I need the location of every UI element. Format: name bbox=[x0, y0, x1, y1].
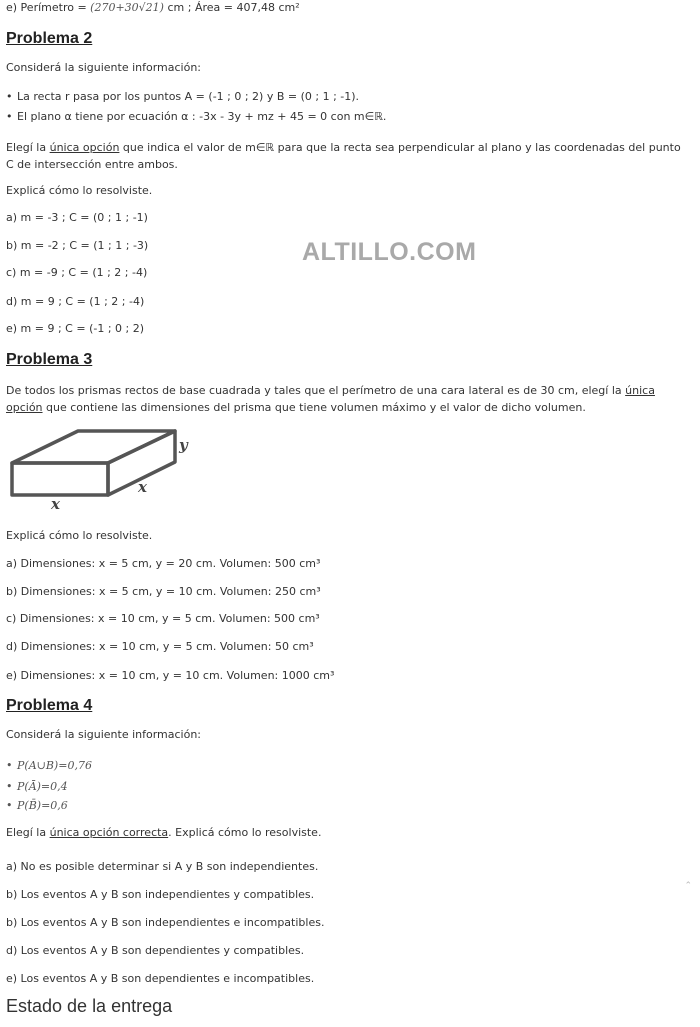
list-item: • La recta r pasa por los puntos A = (-1 ; 0 ; 2) y B = (0 ; 1 ; -1). bbox=[6, 90, 359, 104]
problema-2-question bbox=[6, 139, 688, 173]
answer-option: a) m = -3 ; C = (0 ; 1 ; -1) bbox=[6, 211, 148, 224]
question-post: que indica el valor de m∈ℝ para que la recta sea perpendicular al plano y las coordenadas del punto C de intersección entre ambos. bbox=[6, 141, 681, 171]
question-pre: Elegí la bbox=[6, 141, 50, 154]
problema-3-title: Problema 3 bbox=[6, 351, 93, 368]
answer-option: c) m = -9 ; C = (1 ; 2 ; -4) bbox=[6, 266, 148, 279]
answer-option: b) Los eventos A y B son independientes e incompatibles. bbox=[6, 916, 325, 929]
answer-option: e) Dimensiones: x = 10 cm, y = 10 cm. Volumen: 1000 cm³ bbox=[6, 669, 335, 682]
problema-4-intro: Considerá la siguiente información: bbox=[6, 728, 202, 741]
answer-option: d) Dimensiones: x = 10 cm, y = 5 cm. Volumen: 50 cm³ bbox=[6, 640, 314, 653]
prism-figure bbox=[0, 420, 200, 515]
question-emphasis: única opción correcta bbox=[49, 826, 169, 839]
previous-answer-line bbox=[6, 1, 300, 15]
perimeter-prefix: e) Perímetro = bbox=[6, 1, 91, 14]
question-emphasis: única opción bbox=[6, 384, 655, 414]
question-post: . Explicá cómo lo resolviste. bbox=[168, 826, 322, 839]
problema-4-question bbox=[6, 826, 321, 840]
chevron-up-icon[interactable]: ⌃ bbox=[684, 881, 692, 891]
prism-label-y: y bbox=[179, 436, 188, 454]
answer-option: a) No es posible determinar si A y B son independientes. bbox=[6, 860, 319, 873]
answer-option: c) Dimensiones: x = 10 cm, y = 5 cm. Volumen: 500 cm³ bbox=[6, 612, 320, 625]
answer-option: b) m = -2 ; C = (1 ; 1 ; -3) bbox=[6, 239, 149, 252]
problema-4-title: Problema 4 bbox=[6, 697, 93, 714]
perimeter-suffix: cm ; Área = 407,48 cm² bbox=[163, 1, 300, 14]
question-pre: Elegí la bbox=[6, 826, 50, 839]
problema-3-question bbox=[6, 382, 688, 416]
problema-2-intro: Considerá la siguiente información: bbox=[6, 61, 202, 74]
submission-status-heading: Estado de la entrega bbox=[6, 996, 173, 1016]
list-item: • P(B̄)=0,6 bbox=[6, 799, 68, 813]
watermark: ALTILLO.COM bbox=[302, 238, 477, 266]
answer-option: d) m = 9 ; C = (1 ; 2 ; -4) bbox=[6, 295, 145, 308]
list-item: • El plano α tiene por ecuación α : -3x - 3y + mz + 45 = 0 con m∈ℝ. bbox=[6, 110, 386, 124]
question-pre: De todos los prismas rectos de base cuadrada y tales que el perímetro de una cara lateral es de 30 cm, elegí la bbox=[6, 384, 626, 397]
answer-option: e) m = 9 ; C = (-1 ; 0 ; 2) bbox=[6, 322, 145, 335]
answer-option: b) Los eventos A y B son independientes y compatibles. bbox=[6, 888, 315, 901]
list-item: • P(Ā)=0,4 bbox=[6, 780, 68, 794]
question-emphasis: única opción bbox=[49, 141, 120, 154]
answer-option: d) Los eventos A y B son dependientes y compatibles. bbox=[6, 944, 305, 957]
prism-label-x-side: x bbox=[138, 478, 147, 496]
problema-3-explain: Explicá cómo lo resolviste. bbox=[6, 529, 153, 542]
prism-top-face bbox=[12, 431, 175, 463]
answer-option: e) Los eventos A y B son dependientes e incompatibles. bbox=[6, 972, 315, 985]
list-item: • P(A∪B)=0,76 bbox=[6, 759, 92, 773]
problema-2-explain: Explicá cómo lo resolviste. bbox=[6, 184, 153, 197]
prism-front-face bbox=[12, 463, 108, 495]
answer-option: b) Dimensiones: x = 5 cm, y = 10 cm. Volumen: 250 cm³ bbox=[6, 585, 321, 598]
problema-2-title: Problema 2 bbox=[6, 30, 93, 47]
prism-label-x-front: x bbox=[51, 495, 60, 513]
perimeter-math: (270+30√21) bbox=[90, 1, 164, 14]
question-post: que contiene las dimensiones del prisma que tiene volumen máximo y el valor de dicho volumen. bbox=[42, 401, 586, 414]
answer-option: a) Dimensiones: x = 5 cm, y = 20 cm. Volumen: 500 cm³ bbox=[6, 557, 321, 570]
